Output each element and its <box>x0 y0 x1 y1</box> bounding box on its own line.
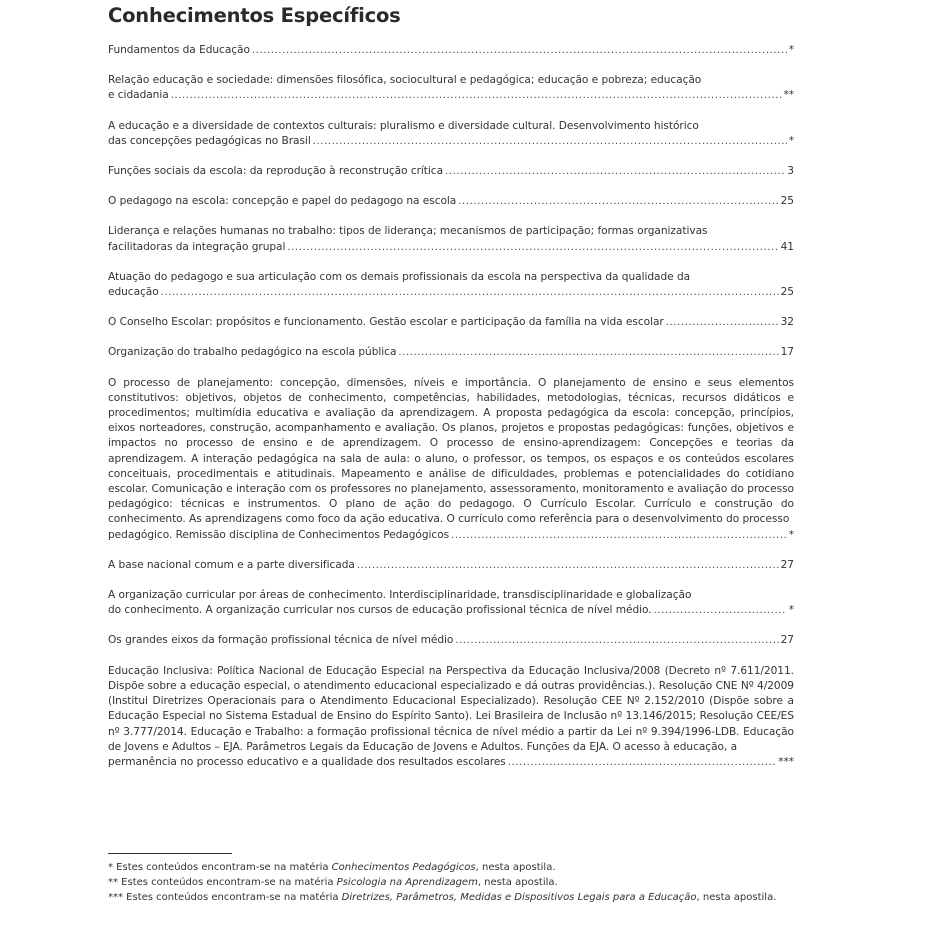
page-reference: ** <box>783 89 794 102</box>
toc-entry-text <box>108 376 794 543</box>
dot-leader <box>451 528 787 543</box>
page-reference: 3 <box>787 165 794 178</box>
toc-entry-lead: Atuação do pedagogo e sua articulação com os demais profissionais da escola na perspectiva da qualidade da <box>108 270 691 283</box>
footnote <box>108 860 798 875</box>
dot-leader <box>287 240 778 255</box>
footnote-tail: , nesta apostila. <box>475 862 556 873</box>
dot-leader <box>161 285 779 300</box>
footnote-subject: Conhecimentos Pedagógicos <box>331 862 476 873</box>
toc-entry-text <box>108 270 794 300</box>
page-reference: 27 <box>780 634 794 647</box>
toc-entry <box>108 119 794 149</box>
page-content <box>108 0 794 785</box>
footnote-marker: *** <box>108 892 123 903</box>
toc-entry-text <box>108 345 794 360</box>
toc-entry-text <box>108 73 794 103</box>
footnote-marker: * <box>108 862 113 873</box>
toc-entry-label: educação <box>108 286 159 299</box>
toc-entry <box>108 588 794 618</box>
toc-entry-text <box>108 664 794 770</box>
table-of-contents <box>108 43 794 770</box>
toc-entry <box>108 224 794 254</box>
toc-entry-label: O pedagogo na escola: concepção e papel do pedagogo na escola <box>108 195 457 208</box>
footnote-marker: ** <box>108 877 118 888</box>
toc-entry-lead: Relação educação e sociedade: dimensões filosófica, sociocultural e pedagógica; educação e pobreza; educação <box>108 74 702 87</box>
page-reference: * <box>788 134 794 147</box>
dot-leader <box>171 88 782 103</box>
toc-entry-final-line <box>108 88 794 103</box>
toc-entry-text <box>108 194 794 209</box>
page-reference: 25 <box>780 195 794 208</box>
footnote-text: Estes conteúdos encontram-se na matéria <box>113 862 332 873</box>
page-title: Conhecimentos Específicos <box>108 4 401 27</box>
toc-entry-final-line <box>108 315 794 330</box>
dot-leader <box>666 315 779 330</box>
toc-entry <box>108 43 794 58</box>
dot-leader <box>508 755 776 770</box>
toc-entry <box>108 73 794 103</box>
toc-entry-text <box>108 43 794 58</box>
toc-entry <box>108 270 794 300</box>
toc-entry <box>108 164 794 179</box>
toc-entry-final-line <box>108 528 794 543</box>
page-reference: 32 <box>780 316 794 329</box>
toc-entry <box>108 664 794 770</box>
toc-entry-final-line <box>108 345 794 360</box>
page-reference: * <box>788 44 794 56</box>
dot-leader <box>445 164 785 179</box>
toc-entry-label: do conhecimento. A organização curricular nos cursos de educação profissional técnica de nível médio. <box>108 604 652 617</box>
toc-entry-text <box>108 315 794 330</box>
page-reference: *** <box>778 755 794 768</box>
page-reference: 25 <box>780 286 794 299</box>
footnote-tail: , nesta apostila. <box>477 877 558 888</box>
footnotes <box>108 860 798 905</box>
toc-entry-lead: A organização curricular por áreas de conhecimento. Interdisciplinaridade, transdisciplinaridade e globalização <box>108 589 692 602</box>
footnote-subject: Diretrizes, Parâmetros, Medidas e Dispositivos Legais para a Educação <box>341 892 697 903</box>
toc-entry-text <box>108 588 794 618</box>
toc-entry-label: e cidadania <box>108 89 169 102</box>
toc-entry-final-line <box>108 633 794 648</box>
footnote <box>108 875 798 890</box>
toc-entry-text <box>108 558 794 573</box>
dot-leader <box>398 345 778 360</box>
toc-entry-text <box>108 164 794 179</box>
dot-leader <box>455 633 778 648</box>
footnote-tail: , nesta apostila. <box>696 892 777 903</box>
toc-entry-final-line <box>108 285 794 300</box>
footnote-subject: Psicologia na Aprendizagem <box>336 877 478 888</box>
footnote-divider <box>108 853 232 854</box>
toc-entry-label: Fundamentos da Educação <box>108 44 250 56</box>
toc-entry-label: pedagógico. Remissão disciplina de Conhecimentos Pedagógicos <box>108 528 450 541</box>
toc-entry-final-line <box>108 194 794 209</box>
toc-entry-lead: A educação e a diversidade de contextos culturais: pluralismo e diversidade cultural. Desenvolvimento histórico <box>108 119 699 132</box>
footnote <box>108 890 798 905</box>
footnote-text: Estes conteúdos encontram-se na matéria <box>118 877 337 888</box>
toc-entry-final-line <box>108 603 794 618</box>
dot-leader <box>458 194 778 209</box>
page-reference: 17 <box>780 346 794 359</box>
toc-entry-text <box>108 633 794 648</box>
toc-entry-label: A base nacional comum e a parte diversificada <box>108 558 355 571</box>
toc-entry-lead: Educação Inclusiva: Política Nacional de Educação Especial na Perspectiva da Educação Inclusiva/2008 (Decreto nº 7.611/2011. Dispõe sobre a educação especial, o atendimento educacional especializado e dá outras providências.). Resolução CNE Nº 4/2009 (Institui Diretrizes Operacionais para o Atendimento Educacional Especializado). Resolução CEE Nº 2.152/2010 (Dispõe sobre a Educação Especial no Sistema Estadual de Ensino do Espírito Santo). Lei Brasileira de Inclusão nº 13.146/2015; Resolução CEE/ES nº 3.777/2014. Educação e Trabalho: a formação profissional técnica de nível médio a partir da Lei nº 9.394/1996-LDB. Educação de Jovens e Adultos – EJA. Parâmetros Legais da Educação de Jovens e Adultos. Funções da EJA. O acesso à educação, a <box>108 664 794 753</box>
toc-entry-final-line <box>108 134 794 149</box>
toc-entry-text <box>108 224 794 254</box>
footnote-text: Estes conteúdos encontram-se na matéria <box>123 892 342 903</box>
toc-entry-final-line <box>108 164 794 179</box>
toc-entry-label: O Conselho Escolar: propósitos e funcionamento. Gestão escolar e participação da família na vida escolar <box>108 316 664 329</box>
toc-entry-label: Funções sociais da escola: da reprodução à reconstrução crítica <box>108 165 444 178</box>
page-reference: 41 <box>780 240 794 253</box>
toc-entry <box>108 376 794 543</box>
page-reference: * <box>788 604 794 617</box>
toc-entry-label: Organização do trabalho pedagógico na escola pública <box>108 346 397 359</box>
page-reference: 27 <box>780 558 794 571</box>
toc-entry-label: permanência no processo educativo e a qualidade dos resultados escolares <box>108 755 506 768</box>
toc-entry <box>108 558 794 573</box>
toc-entry <box>108 633 794 648</box>
dot-leader <box>252 43 787 58</box>
toc-entry-final-line <box>108 43 794 58</box>
toc-entry <box>108 345 794 360</box>
toc-entry <box>108 315 794 330</box>
toc-entry-final-line <box>108 240 794 255</box>
toc-entry-final-line <box>108 558 794 573</box>
toc-entry <box>108 194 794 209</box>
dot-leader <box>313 134 787 149</box>
toc-entry-label: das concepções pedagógicas no Brasil <box>108 134 311 147</box>
toc-entry-label: facilitadoras da integração grupal <box>108 240 286 253</box>
page-reference: * <box>788 528 794 541</box>
dot-leader <box>357 558 779 573</box>
toc-entry-lead: Liderança e relações humanas no trabalho: tipos de liderança; mecanismos de participação; formas organizativas <box>108 225 708 238</box>
toc-entry-text <box>108 119 794 149</box>
toc-entry-label: Os grandes eixos da formação profissional técnica de nível médio <box>108 634 454 647</box>
dot-leader <box>654 603 787 618</box>
toc-entry-final-line <box>108 755 794 770</box>
toc-entry-lead: O processo de planejamento: concepção, dimensões, níveis e importância. O planejamento de ensino e seus elementos constitutivos: objetivos, objetos de conhecimento, competências, habilidades, metodologias, técnicas, recursos didáticos e procedimentos; multimídia educativa e avaliação da aprendizagem. A proposta pedagógica da escola: concepção, princípios, eixos norteadores, construção, acompanhamento e avaliação. Os planos, projetos e propostas pedagógicas: funções, objetivos e impactos no processo de ensino e de aprendizagem. O processo de ensino-aprendizagem: Concepções e teorias da aprendizagem. A interação pedagógica na sala de aula: o aluno, o professor, os tempos, os espaços e os conteúdos escolares conceituais, procedimentais e atitudinais. Mapeamento e análise de dificuldades, problemas e potencialidades do cotidiano escolar. Comunicação e interação com os professores no planejamento, assessoramento, monitoramento e avaliação do processo pedagógico: técnicas e instrumentos. O plano de ação do pedagogo. O Currículo Escolar. Currículo e construção do conhecimento. As aprendizagens como foco da ação educativa. O currículo como referência para o desenvolvimento do processo <box>108 376 794 526</box>
